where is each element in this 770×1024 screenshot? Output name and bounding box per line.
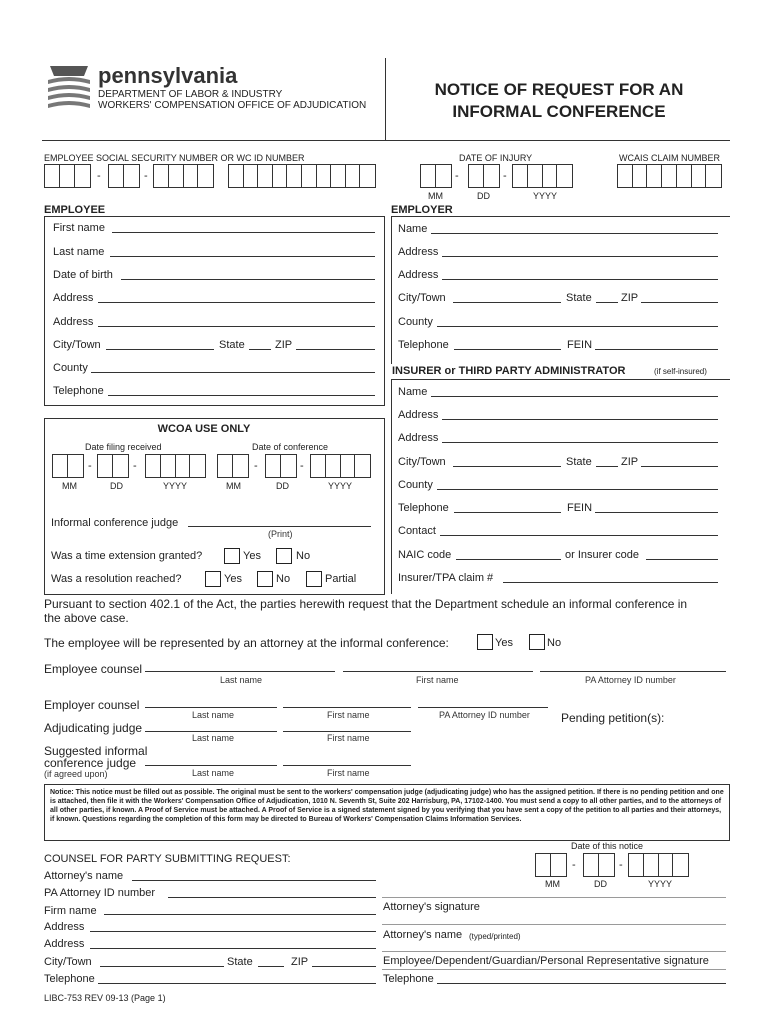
title-line1: NOTICE OF REQUEST FOR AN [434, 80, 684, 99]
employee-zip-label: ZIP [275, 339, 293, 351]
employee-county-input[interactable] [91, 372, 375, 373]
employee-address2-input[interactable] [98, 326, 375, 327]
insurer-address1-label: Address [398, 409, 439, 421]
insurer-county-label: County [398, 479, 433, 491]
ssn-serial-input[interactable] [153, 164, 214, 188]
conference-judge-label: Informal conference judge [51, 517, 179, 529]
suggested-judge-last-caption: Last name [192, 768, 235, 778]
employer-county-label: County [398, 316, 433, 328]
if-agreed-caption: (if agreed upon) [44, 769, 108, 779]
insurer-county-input[interactable] [437, 489, 718, 490]
employer-counsel-id-input[interactable] [418, 707, 548, 708]
suggested-judge-line2: conference judge [44, 756, 137, 770]
name-printed-rule [382, 924, 726, 925]
wc-id-input[interactable] [228, 164, 376, 188]
insurer-code-label: or Insurer code [565, 549, 639, 561]
insurer-state-label: State [566, 456, 592, 468]
employer-counsel-label: Employer counsel [44, 698, 140, 712]
employee-state-input[interactable] [249, 349, 271, 350]
form-id: LIBC-753 REV 09-13 (Page 1) [44, 993, 166, 1003]
rep-telephone-input[interactable] [437, 983, 726, 984]
employer-fein-label: FEIN [567, 339, 593, 351]
insurer-name-input[interactable] [431, 396, 718, 397]
employee-telephone-label: Telephone [53, 385, 104, 397]
employee-county-label: County [53, 362, 88, 374]
wcoa-heading: WCOA USE ONLY [157, 423, 251, 435]
wcais-label: WCAIS CLAIM NUMBER [619, 153, 721, 163]
employee-heading: EMPLOYEE [44, 204, 106, 216]
insurer-top-rule [391, 379, 730, 380]
employer-fein-input[interactable] [595, 349, 718, 350]
suggested-judge-last-input[interactable] [145, 765, 277, 766]
submitting-telephone-input[interactable] [98, 983, 376, 984]
ssn-dash: - [97, 170, 101, 182]
dept-line1: DEPARTMENT OF LABOR & INDUSTRY [98, 89, 283, 100]
submitting-city-input[interactable] [100, 966, 224, 967]
notice-month-input[interactable] [535, 853, 567, 877]
employee-counsel-last-input[interactable] [145, 671, 335, 672]
employee-first-name-input[interactable] [112, 232, 375, 233]
insurer-telephone-input[interactable] [454, 512, 561, 513]
date-conference-label: Date of conference [252, 442, 329, 452]
rep-telephone-rule [382, 969, 726, 970]
attorney-name-printed-label: Attorney's name [383, 929, 463, 941]
notice-yyyy-caption: YYYY [648, 879, 673, 889]
conference-judge-input[interactable] [188, 526, 371, 527]
injury-month-input[interactable] [420, 164, 452, 188]
adjudicating-judge-first-input[interactable] [283, 731, 411, 732]
extension-no-label: No [296, 550, 311, 562]
doi-mm-caption: MM [428, 191, 443, 201]
resolution-yes-label: Yes [224, 573, 242, 585]
submitting-attorney-name-label: Attorney's name [44, 870, 124, 882]
filing-month-input[interactable] [52, 454, 84, 478]
submitting-city-label: City/Town [44, 956, 92, 968]
notice-day-input[interactable] [583, 853, 615, 877]
insurer-city-input[interactable] [453, 466, 561, 467]
ssn-group-input[interactable] [108, 164, 140, 188]
suggested-judge-line1: Suggested informal [44, 744, 148, 758]
conference-month-input[interactable] [217, 454, 249, 478]
insurer-heading: INSURER or THIRD PARTY ADMINISTRATOR [392, 365, 626, 377]
insurer-address2-input[interactable] [442, 442, 718, 443]
submitting-firm-input[interactable] [104, 914, 376, 915]
employer-address2-input[interactable] [442, 279, 718, 280]
rep-signature-label: Employee/Dependent/Guardian/Personal Representative signature [383, 955, 709, 967]
conference-dash: - [254, 460, 258, 472]
conference-year-input[interactable] [310, 454, 371, 478]
employer-address1-label: Address [398, 246, 439, 258]
employer-telephone-input[interactable] [454, 349, 561, 350]
submitting-firm-label: Firm name [44, 905, 97, 917]
filing-dd-caption: DD [110, 481, 123, 491]
notice-dd-caption: DD [594, 879, 607, 889]
date-notice-label: Date of this notice [571, 841, 644, 851]
attorney-question: The employee will be represented by an attorney at the informal conference: [44, 636, 449, 650]
insurer-claim-input[interactable] [503, 582, 718, 583]
injury-day-input[interactable] [468, 164, 500, 188]
attorney-no-label: No [547, 637, 562, 649]
insurer-zip-input[interactable] [641, 466, 718, 467]
filing-day-input[interactable] [97, 454, 129, 478]
employer-counsel-id-caption: PA Attorney ID number [439, 710, 530, 720]
submitting-zip-input[interactable] [312, 966, 376, 967]
employer-city-label: City/Town [398, 292, 446, 304]
employer-zip-input[interactable] [641, 302, 718, 303]
submitting-telephone-label: Telephone [44, 973, 95, 985]
attorney-yes-label: Yes [495, 637, 513, 649]
doi-label: DATE OF INJURY [459, 153, 533, 163]
attorney-signature-label: Attorney's signature [383, 901, 480, 913]
notice-dash: - [572, 859, 576, 871]
filing-mm-caption: MM [62, 481, 77, 491]
employer-county-input[interactable] [437, 326, 718, 327]
pending-petitions-label: Pending petition(s): [561, 711, 665, 725]
employee-dob-input[interactable] [121, 279, 375, 280]
insurer-contact-label: Contact [398, 525, 436, 537]
keystone-logo [44, 62, 94, 114]
employer-counsel-first-caption: First name [327, 710, 370, 720]
insurer-state-input[interactable] [596, 466, 618, 467]
filing-year-input[interactable] [145, 454, 206, 478]
rep-telephone-label: Telephone [383, 973, 434, 985]
submitting-address2-input[interactable] [90, 948, 376, 949]
insurer-fein-input[interactable] [595, 512, 718, 513]
submitting-heading: COUNSEL FOR PARTY SUBMITTING REQUEST: [44, 853, 291, 865]
notice-box [44, 784, 730, 841]
insurer-claim-label: Insurer/TPA claim # [398, 572, 494, 584]
extension-yes-checkbox[interactable] [224, 548, 240, 564]
employer-address2-label: Address [398, 269, 439, 281]
submitting-attorney-name-input[interactable] [132, 880, 376, 881]
conference-dd-caption: DD [276, 481, 289, 491]
employee-address1-label: Address [53, 292, 94, 304]
typed-printed-caption: (typed/printed) [469, 932, 521, 941]
notice-year-input[interactable] [628, 853, 689, 877]
insurer-address1-input[interactable] [442, 419, 718, 420]
employee-last-name-input[interactable] [110, 256, 375, 257]
resolution-no-label: No [276, 573, 291, 585]
rep-signature-rule [382, 951, 726, 952]
attorney-yes-checkbox[interactable] [477, 634, 493, 650]
submitting-pa-id-input[interactable] [168, 897, 376, 898]
employee-dob-label: Date of birth [53, 269, 113, 281]
employee-telephone-input[interactable] [108, 395, 375, 396]
notice-text: Notice: This notice must be filled out as possible. The original must be sent to the workers' compensation judge (adjudicating judge) who has the assigned petition. If there is no pending petition and one is attached, then file it with the Workers' Compensation Office of Adjudication, 1010 N. Seventh St, Suite 202 Harrisburg, PA, 17102-1400. You must send a copy to all other parties, and to the attorneys of all other parties, if known. A Proof of Service must be attached. A Proof of Service is a signed statement signed by you verifying that you have sent a copy of the petition to all parties and their attorneys, if known. Questions regarding the completion of this form may be directed to Bureau of Workers' Compensation Claims Information Services. [50, 789, 724, 823]
doi-dd-caption: DD [477, 191, 490, 201]
suggested-judge-first-input[interactable] [283, 765, 411, 766]
adjudicating-judge-label: Adjudicating judge [44, 721, 143, 735]
resolution-yes-checkbox[interactable] [205, 571, 221, 587]
employee-zip-input[interactable] [296, 349, 375, 350]
state-name: pennsylvania [98, 63, 238, 88]
resolution-partial-checkbox[interactable] [306, 571, 322, 587]
insurer-address2-label: Address [398, 432, 439, 444]
signature-rule [382, 897, 726, 898]
naic-label: NAIC code [398, 549, 452, 561]
employer-address1-input[interactable] [442, 256, 718, 257]
filing-dash: - [88, 460, 92, 472]
insurer-note: (if self-insured) [654, 367, 707, 376]
print-caption: (Print) [268, 529, 293, 539]
naic-input[interactable] [456, 559, 561, 560]
insurer-telephone-label: Telephone [398, 502, 449, 514]
doi-dash: - [503, 170, 507, 182]
employer-zip-label: ZIP [621, 292, 639, 304]
submitting-address1-input[interactable] [90, 931, 376, 932]
employer-name-input[interactable] [431, 233, 718, 234]
adjudicating-judge-last-input[interactable] [145, 731, 277, 732]
filing-dash: - [133, 460, 137, 472]
adjudicating-judge-first-caption: First name [327, 733, 370, 743]
employee-address2-label: Address [53, 316, 94, 328]
ssn-dash: - [144, 170, 148, 182]
title-line2: INFORMAL CONFERENCE [452, 102, 666, 121]
employer-telephone-label: Telephone [398, 339, 449, 351]
employee-counsel-first-input[interactable] [343, 671, 533, 672]
doi-yyyy-caption: YYYY [533, 191, 558, 201]
extension-no-checkbox[interactable] [276, 548, 292, 564]
notice-mm-caption: MM [545, 879, 560, 889]
employee-last-name-label: Last name [53, 246, 105, 258]
injury-year-input[interactable] [512, 164, 573, 188]
employee-counsel-last-caption: Last name [220, 675, 263, 685]
insurer-name-label: Name [398, 386, 428, 398]
submitting-pa-id-label: PA Attorney ID number [44, 887, 156, 899]
employee-address1-input[interactable] [98, 302, 375, 303]
employee-state-label: State [219, 339, 245, 351]
submitting-state-label: State [227, 956, 253, 968]
employer-city-input[interactable] [453, 302, 561, 303]
employee-counsel-id-caption: PA Attorney ID number [585, 675, 676, 685]
insurer-fein-label: FEIN [567, 502, 593, 514]
submitting-address1-label: Address [44, 921, 85, 933]
employee-counsel-first-caption: First name [416, 675, 459, 685]
insurer-left-rule [391, 379, 392, 594]
filing-yyyy-caption: YYYY [163, 481, 188, 491]
insurer-code-input[interactable] [646, 559, 718, 560]
wcais-claim-input[interactable] [617, 164, 722, 188]
employer-counsel-last-caption: Last name [192, 710, 235, 720]
conference-mm-caption: MM [226, 481, 241, 491]
employer-counsel-last-input[interactable] [145, 707, 277, 708]
employee-city-label: City/Town [53, 339, 101, 351]
employee-city-input[interactable] [106, 349, 214, 350]
extension-yes-label: Yes [243, 550, 261, 562]
attorney-no-checkbox[interactable] [529, 634, 545, 650]
resolution-question: Was a resolution reached? [51, 573, 182, 585]
extension-question: Was a time extension granted? [51, 550, 203, 562]
employee-counsel-label: Employee counsel [44, 662, 143, 676]
employee-first-name-label: First name [53, 222, 105, 234]
employer-left-rule [391, 216, 392, 364]
notice-dash: - [619, 859, 623, 871]
conference-yyyy-caption: YYYY [328, 481, 353, 491]
ssn-area-input[interactable] [44, 164, 91, 188]
conference-dash: - [300, 460, 304, 472]
employee-counsel-id-input[interactable] [540, 671, 726, 672]
employer-heading: EMPLOYER [391, 204, 453, 216]
header-rule [42, 140, 730, 141]
submitting-address2-label: Address [44, 938, 85, 950]
ssn-label: EMPLOYEE SOCIAL SECURITY NUMBER OR WC ID NUMBER [44, 153, 305, 163]
adjudicating-judge-last-caption: Last name [192, 733, 235, 743]
dept-line2: WORKERS' COMPENSATION OFFICE OF ADJUDICATION [98, 100, 367, 111]
doi-dash: - [455, 170, 459, 182]
submitting-state-input[interactable] [258, 966, 284, 967]
conference-day-input[interactable] [265, 454, 297, 478]
employee-box [44, 216, 385, 406]
date-filing-label: Date filing received [85, 442, 162, 452]
employer-state-label: State [566, 292, 592, 304]
insurer-zip-label: ZIP [621, 456, 639, 468]
employer-top-rule [391, 216, 730, 217]
resolution-partial-label: Partial [325, 573, 357, 585]
pursuant-line2: the above case. [44, 611, 129, 625]
resolution-no-checkbox[interactable] [257, 571, 273, 587]
submitting-zip-label: ZIP [291, 956, 309, 968]
suggested-judge-first-caption: First name [327, 768, 370, 778]
employer-counsel-first-input[interactable] [283, 707, 411, 708]
employer-state-input[interactable] [596, 302, 618, 303]
employer-name-label: Name [398, 223, 428, 235]
insurer-contact-input[interactable] [440, 535, 718, 536]
insurer-city-label: City/Town [398, 456, 446, 468]
pursuant-line1: Pursuant to section 402.1 of the Act, the parties herewith request that the Department schedule an informal conference in [44, 597, 688, 611]
